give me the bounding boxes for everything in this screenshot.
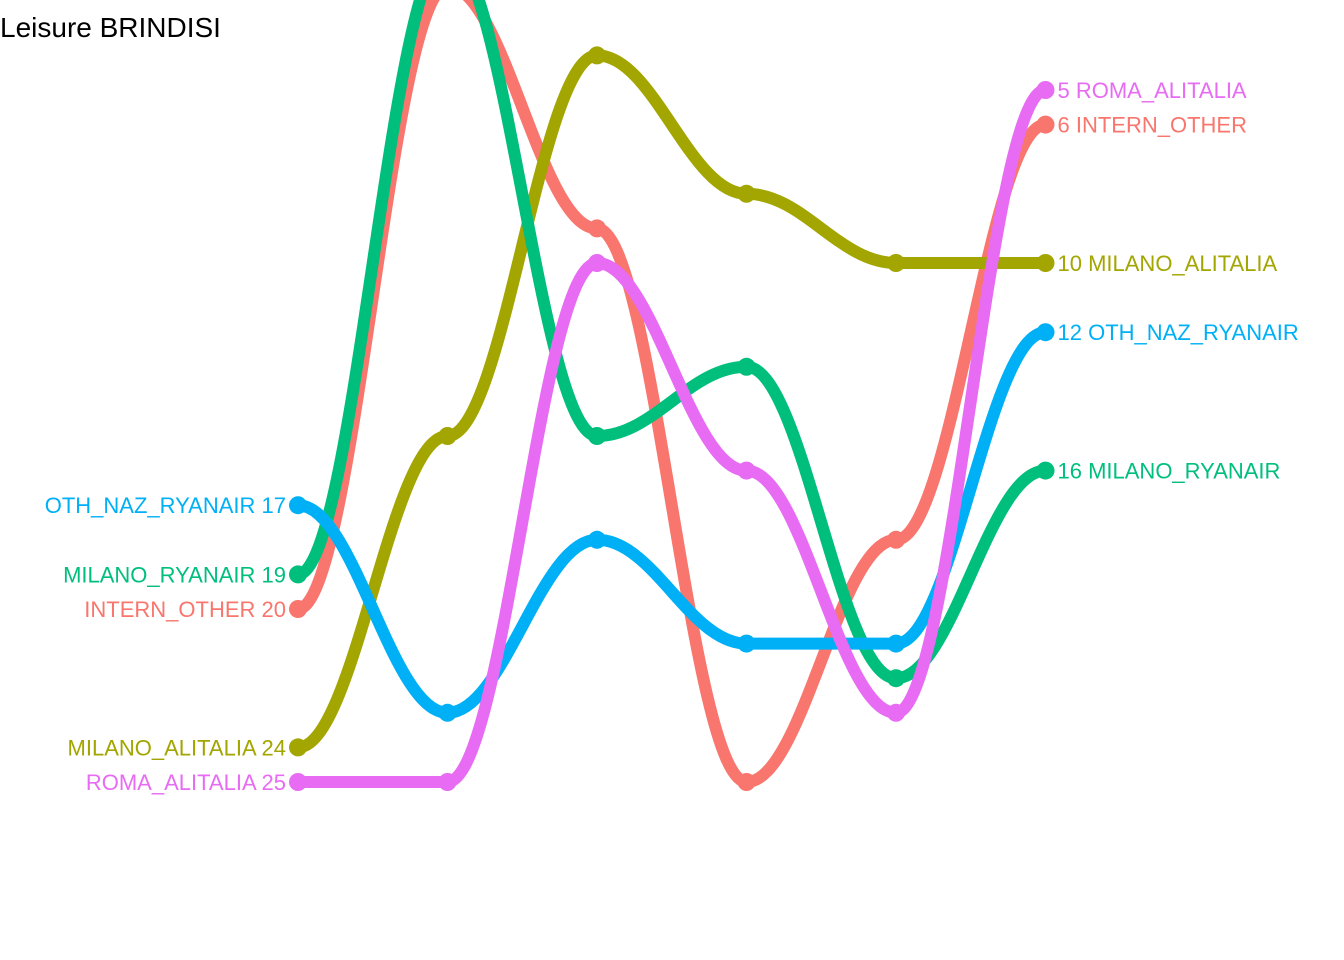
point-milano-ryanair-1 — [289, 565, 307, 583]
point-intern-other-4 — [738, 773, 756, 791]
right-label-oth-naz-ryanair: 12 OTH_NAZ_RYANAIR — [1057, 320, 1299, 346]
series-roma-alitalia — [86, 78, 1247, 795]
point-milano-alitalia-2 — [439, 427, 457, 445]
left-label-oth-naz-ryanair: OTH_NAZ_RYANAIR 17 — [44, 493, 286, 519]
chart-title: Leisure BRINDISI — [0, 12, 221, 43]
point-milano-alitalia-3 — [588, 46, 606, 64]
point-intern-other-6 — [1037, 116, 1055, 134]
point-oth-naz-ryanair-2 — [439, 704, 457, 722]
point-oth-naz-ryanair-5 — [887, 635, 905, 653]
point-oth-naz-ryanair-3 — [588, 531, 606, 549]
point-roma-alitalia-5 — [887, 704, 905, 722]
point-roma-alitalia-4 — [738, 462, 756, 480]
left-label-roma-alitalia: ROMA_ALITALIA 25 — [85, 770, 286, 795]
point-oth-naz-ryanair-6 — [1037, 323, 1055, 341]
point-oth-naz-ryanair-4 — [738, 635, 756, 653]
point-roma-alitalia-6 — [1037, 81, 1055, 99]
point-milano-ryanair-3 — [588, 427, 606, 445]
right-label-roma-alitalia: 5 ROMA_ALITALIA — [1057, 78, 1247, 103]
left-label-milano-ryanair: MILANO_RYANAIR 19 — [63, 562, 286, 588]
point-milano-ryanair-4 — [738, 358, 756, 376]
point-milano-ryanair-6 — [1037, 462, 1055, 480]
point-intern-other-1 — [289, 600, 307, 618]
right-label-milano-alitalia: 10 MILANO_ALITALIA — [1057, 251, 1278, 276]
point-roma-alitalia-2 — [439, 773, 457, 791]
right-label-milano-ryanair: 16 MILANO_RYANAIR — [1057, 458, 1281, 484]
point-milano-ryanair-5 — [887, 669, 905, 687]
point-milano-alitalia-4 — [738, 185, 756, 203]
right-label-intern-other: 6 INTERN_OTHER — [1057, 112, 1247, 138]
point-milano-alitalia-1 — [289, 738, 307, 756]
point-roma-alitalia-3 — [588, 254, 606, 272]
point-intern-other-3 — [588, 219, 606, 237]
point-oth-naz-ryanair-1 — [289, 496, 307, 514]
left-label-intern-other: INTERN_OTHER 20 — [84, 597, 286, 622]
point-roma-alitalia-1 — [289, 773, 307, 791]
point-milano-alitalia-5 — [887, 254, 905, 272]
point-intern-other-5 — [887, 531, 905, 549]
point-milano-alitalia-6 — [1037, 254, 1055, 272]
left-label-milano-alitalia: MILANO_ALITALIA 24 — [67, 735, 286, 761]
